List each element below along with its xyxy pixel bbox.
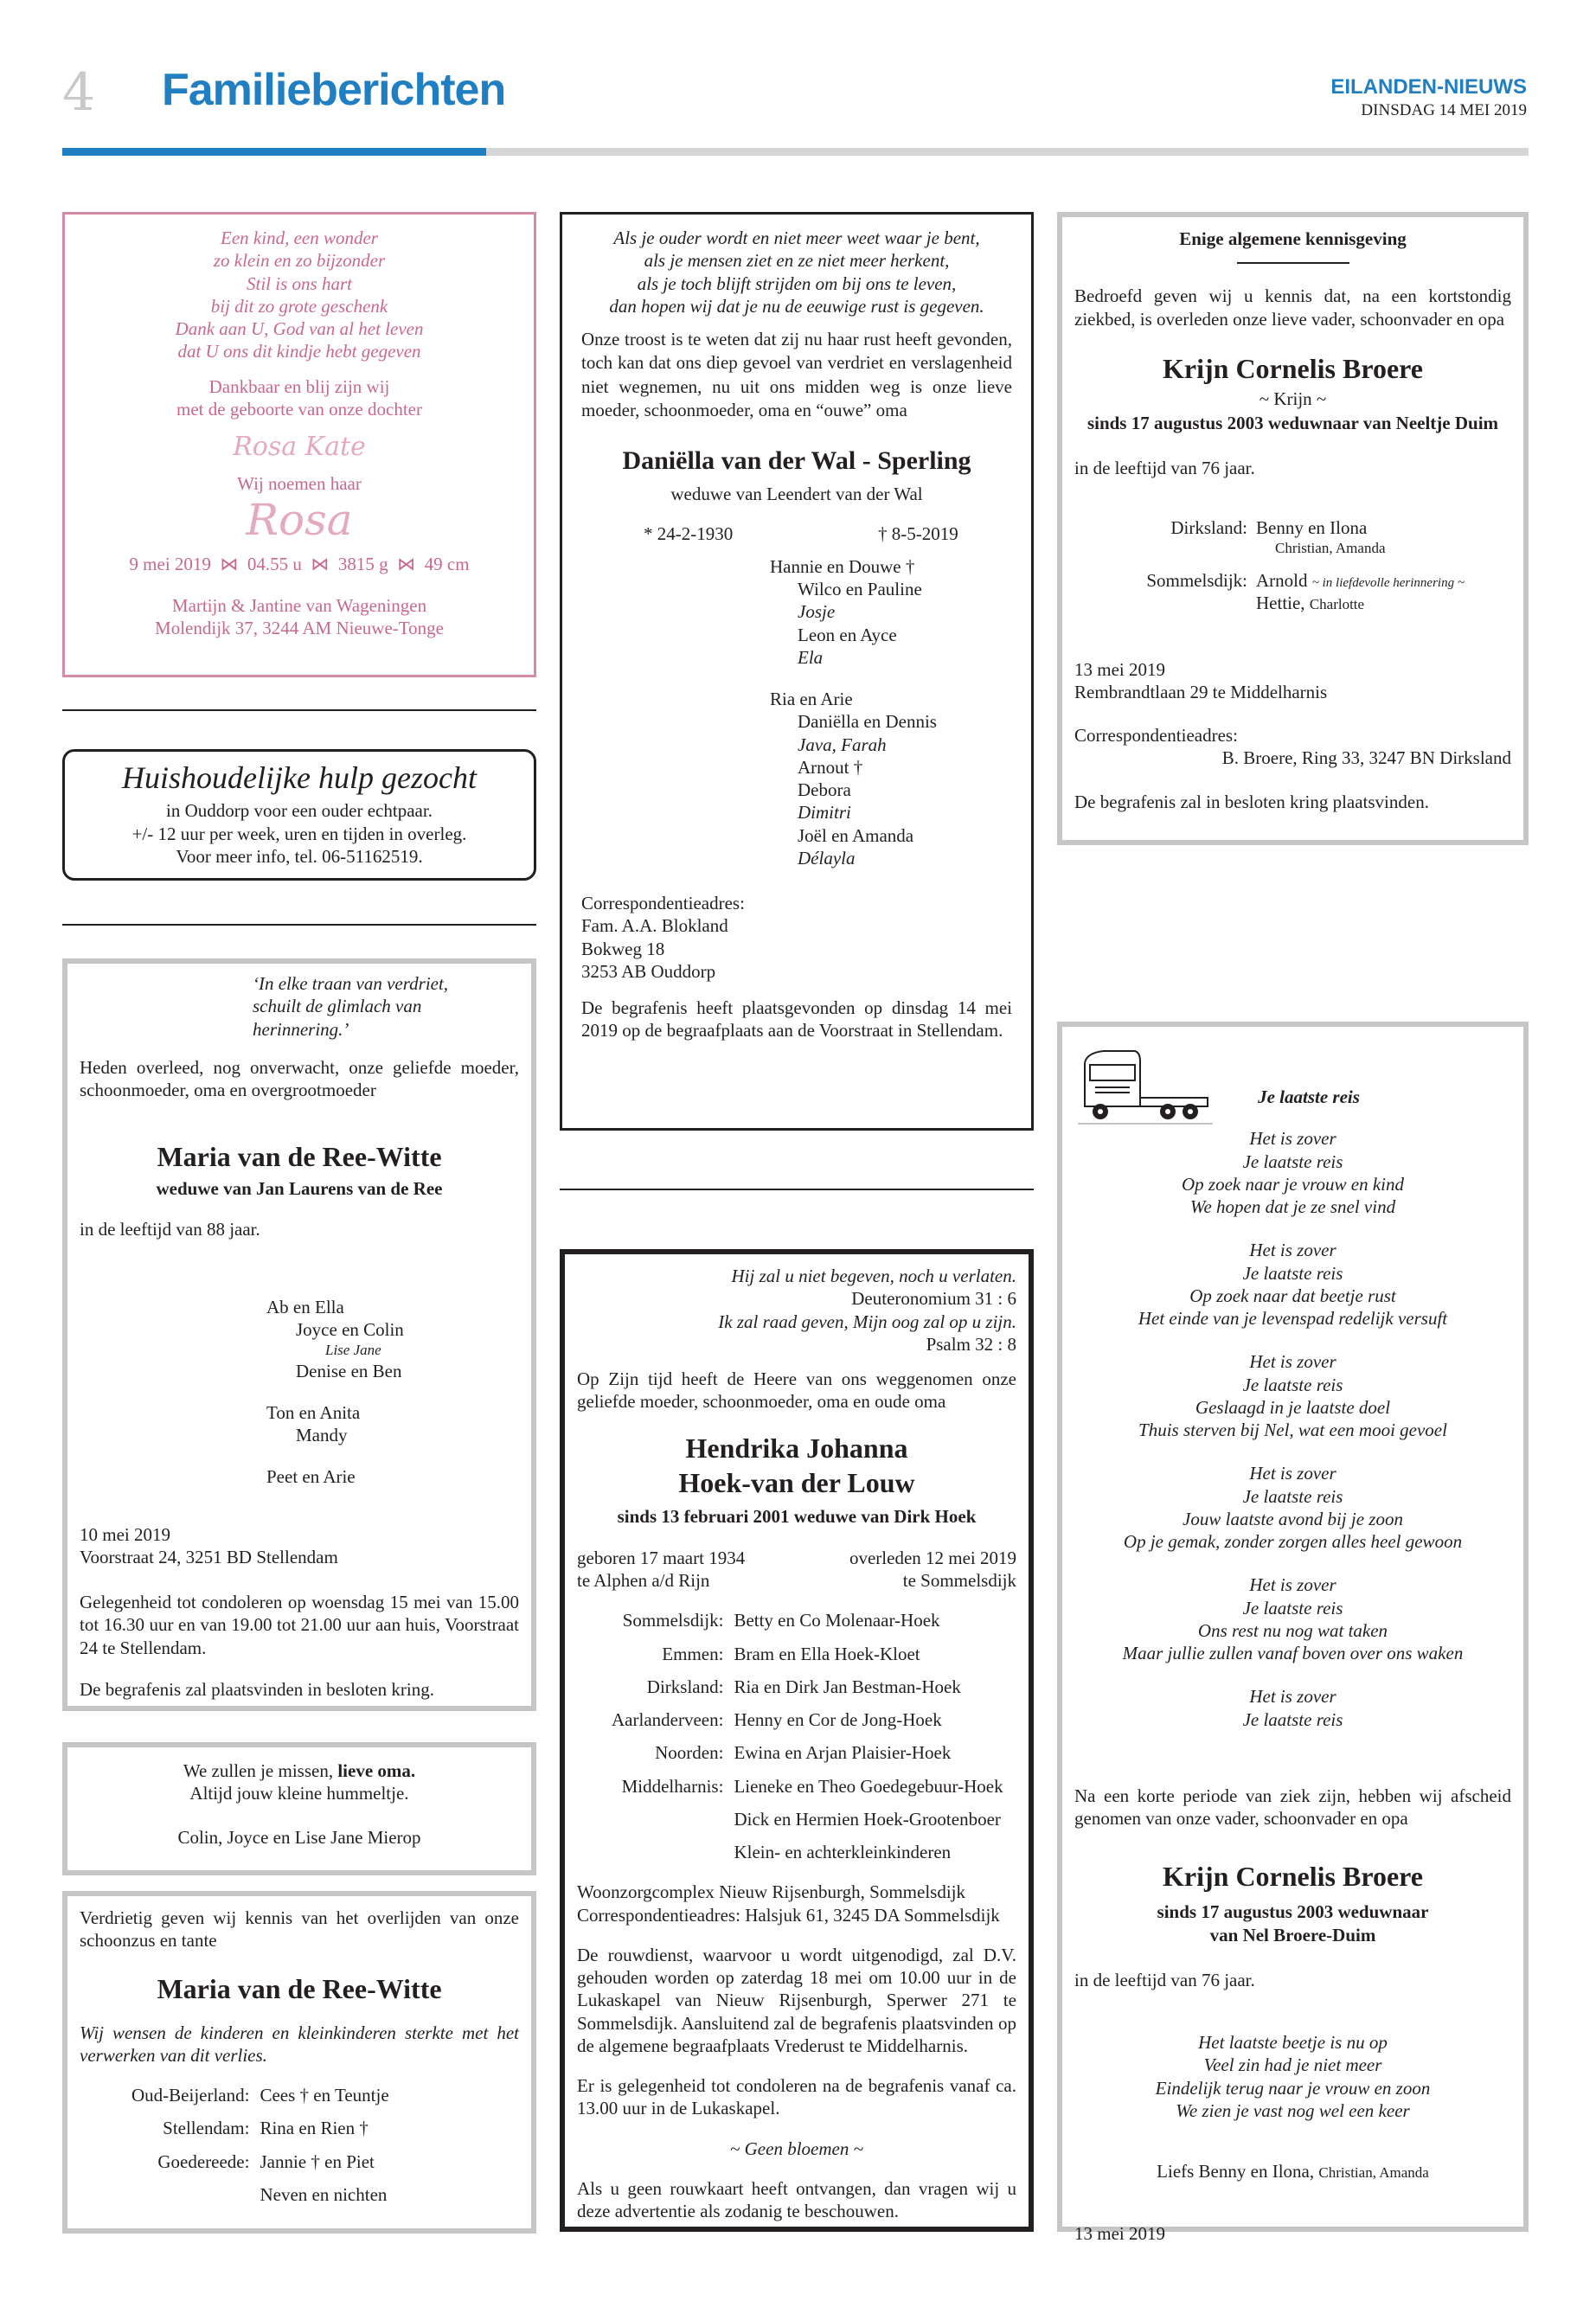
birth-weight: 3815 g [337,553,388,574]
family-member: Joël en Amanda [798,824,914,846]
correspondence-address: Correspondentieadres: Halsjuk 61, 3245 DA Sommelsdijk [577,1904,1000,1926]
family-list [612,1609,1016,1863]
family-member: Arnout † [798,756,863,778]
family-member: Hannie en Douwe † [770,555,915,577]
poem-line: Eindelijk terug naar je vrouw en zoon [1155,2077,1431,2099]
poem-line: Je laatste reis [1242,1708,1343,1730]
poem-line: Je laatste reis [1242,1374,1343,1395]
family-names-line: Arnold [1256,570,1308,591]
help-line: +/- 12 uur per week, uren en tijden in overleg. [131,823,467,844]
obituary-poem [581,227,1012,317]
death-place: te Sommelsdijk [902,1570,1016,1591]
parents-address: Molendijk 37, 3244 AM Nieuwe-Tonge [155,618,444,639]
section-title: Familieberichten [162,65,506,115]
help-title: Huishoudelijke hulp gezocht [122,760,477,795]
deceased-age: in de leeftijd van 76 jaar. [1074,458,1255,479]
memorial-oma [62,1742,536,1875]
poem-line: Op je gemak, zonder zorgen alles heel gewoon [1123,1531,1463,1552]
family-names [1256,516,1511,558]
correspondence-label: Correspondentieadres: [581,893,745,914]
obituary-address: Voorstraat 24, 3251 BD Stellendam [80,1546,338,1567]
poem-line: Stil is ons hart [247,272,352,294]
poem-stanza [1074,1239,1511,1330]
family-member: Debora [798,779,851,801]
family-member: Ria en Arie [770,689,853,710]
obituary-date: 13 mei 2019 [1074,2223,1165,2245]
poem-line: Het is zover [1249,1686,1336,1708]
family-place: Sommelsdijk: [1146,570,1247,591]
deceased-subtitle: weduwe van Jan Laurens van de Ree [156,1178,443,1200]
poem-line: Het laatste beetje is nu op [1198,2032,1388,2053]
family-gap [266,1382,519,1401]
birth-time: 04.55 u [247,553,302,574]
bible-reference: Psalm 32 : 8 [926,1333,1016,1355]
funeral-info: De begrafenis zal in besloten kring plaatsvinden. [1074,791,1429,812]
memorial-line [80,1759,519,1782]
funeral-info: De begrafenis heeft plaatsgevonden op dinsdag 14 mei 2019 op de begraafplaats aan de Voorstraat in Stellendam. [581,997,1012,1042]
obituary-date: 10 mei 2019 [80,1523,170,1545]
birth-length: 49 cm [424,553,470,574]
poem-line: We hopen dat je ze snel vind [1189,1196,1396,1217]
header-rule [486,148,1529,156]
birth-announce-line: met de geboorte van onze dochter [176,398,422,420]
butterfly-icon: ⋈ [306,553,334,574]
condolence-info: Er is gelegenheid tot condoleren na de begrafenis vanaf ca. 13.00 uur in de Lukaskapel. [577,2075,1016,2119]
family-place: Goedereede: [157,2150,250,2172]
life-dates [581,522,1012,545]
baby-full-name: Rosa Kate [233,432,366,462]
obituary-maria-family [62,1891,536,2234]
parents-names: Martijn & Jantine van Wageningen [171,595,427,616]
call-name-label: Wij noemen haar [237,472,362,494]
poem-stanza [1074,1462,1511,1553]
birth-date: 9 mei 2019 [129,553,211,574]
butterfly-icon: ⋈ [215,553,243,574]
poem-line: Je laatste reis [1242,1150,1343,1172]
family-names: Klein- en achterkleinkinderen [734,1842,952,1862]
no-flowers-note: ~ Geen bloemen ~ [730,2138,863,2159]
poem-line: Het is zover [1249,1240,1336,1261]
obituary-daniella-van-der-wal [560,212,1034,1131]
birth-date: geboren 17 maart 1934 [577,1547,746,1568]
divider [560,1189,1034,1190]
bible-reference: Deuteronomium 31 : 6 [851,1288,1016,1310]
family-names: Henny en Cor de Jong-Hoek [734,1709,942,1730]
poem-line: Thuis sterven bij Nel, wat een mooi gevoel [1138,1420,1447,1440]
family-member: Java, Farah [798,734,887,755]
poem-line: Je laatste reis [1242,1262,1343,1284]
family-place: Emmen: [662,1643,724,1664]
family-member: Délayla [798,847,856,868]
help-line: in Ouddorp voor een ouder echtpaar. [166,800,433,822]
family-names [1256,569,1511,615]
family-list [770,555,1012,869]
family-names: Ewina en Arjan Plaisier-Hoek [734,1742,952,1764]
birth-details [65,553,534,575]
memorial-signed: Colin, Joyce en Lise Jane Mierop [177,1826,421,1848]
family-names-line: Hettie, [1256,593,1305,614]
obituary-address: Rembrandtlaan 29 te Middelharnis [1074,681,1328,702]
obituary-wish: Wij wensen de kinderen en kleinkinderen sterkte met het verwerken van dit verlies. [80,2022,519,2066]
mourning-card-notice: Als u geen rouwkaart heeft ontvangen, dan vragen wij u deze advertentie als zodanig te beschouwen. [577,2177,1016,2221]
family-place: Dirksland: [1170,516,1247,538]
family-member: Ela [798,646,824,668]
family-place: Oud-Beijerland: [131,2085,250,2106]
obituary-quote [253,972,519,1041]
birth-announcement [62,212,536,677]
poem-stanza [1074,1574,1511,1664]
family-member: Dimitri [798,802,851,824]
deceased-age: in de leeftijd van 88 jaar. [80,1218,260,1240]
closing-poem [1074,2031,1511,2122]
family-names: Rina en Rien † [260,2118,369,2139]
funeral-info: De begrafenis zal plaatsvinden in besloten kring. [80,1678,434,1700]
publication-logo: EILANDEN-NIEUWS [1330,75,1527,99]
poem-line: Ons rest nu nog wat taken [1197,1619,1388,1641]
poem-line: Je laatste reis [1242,1597,1343,1618]
family-member: Daniëlla en Dennis [798,711,937,733]
correspondence-line: Bokweg 18 [581,938,665,959]
family-place: Middelharnis: [621,1775,724,1797]
family-names: Bram en Ella Hoek-Kloet [734,1643,920,1664]
obituary-date: 13 mei 2019 [1074,658,1165,680]
family-member: Lise Jane [325,1342,381,1359]
quote-line: schuilt de glimlach van herinnering.’ [253,996,422,1040]
bible-verse: Hij zal u niet begeven, noch u verlaten. [731,1266,1016,1286]
butterfly-icon: ⋈ [392,553,420,574]
help-line: Voor meer info, tel. 06-51162519. [176,845,423,867]
family-place: Stellendam: [163,2118,250,2139]
family-member: Ab en Ella [266,1296,344,1317]
deceased-name: Maria van de Ree-Witte [157,1972,442,2004]
deceased-subtitle: sinds 17 augustus 2003 weduwnaar van Neeltje Duim [1086,413,1499,433]
memorial-line: Altijd jouw kleine hummeltje. [189,1783,409,1804]
family-names: Lieneke en Theo Goedegebuur-Hoek [734,1775,1003,1797]
obituary-signed [1074,2160,1511,2182]
poem-line: Het is zover [1249,1463,1336,1484]
bible-verse: Ik zal raad geven, Mijn oog zal op u zijn. [718,1311,1016,1332]
death-date: † 8-5-2019 [878,522,958,544]
poem-line: Een kind, een wonder [221,228,378,248]
poem-line: als je mensen ziet en ze niet meer herkent, [644,250,950,272]
poem-line: Jouw laatste avond bij je zoon [1183,1508,1403,1529]
poem-line: Het is zover [1249,1574,1336,1596]
deceased-subtitle-line: sinds 17 augustus 2003 weduwnaar [1157,1901,1429,1923]
family-names: Cees † en Teuntje [260,2085,389,2106]
life-dates [577,1547,1016,1593]
family-member: Josje [798,601,836,623]
help-wanted-ad [62,749,536,881]
issue-date: DINSDAG 14 MEI 2019 [1361,101,1527,119]
page-number: 4 [62,62,96,123]
family-list [266,1296,519,1489]
family-names-line: Benny en Ilona [1256,516,1368,538]
family-member: Leon en Ayce [798,624,897,645]
family-names: Jannie † en Piet [260,2150,375,2172]
poem-line: Geslaagd in je laatste doel [1195,1396,1391,1418]
poem-line: Je laatste reis [1242,1485,1343,1507]
deceased-subtitle [1074,1900,1511,1946]
deceased-name: Krijn Cornelis Broere [1163,1861,1423,1893]
obituary-poem [1074,1127,1511,1731]
poem-line: Het einde van je levenspad redelijk versuft [1138,1308,1448,1329]
poem-line: We zien je vast nog wel een keer [1176,2099,1410,2121]
memorial-emphasis: lieve oma. [337,1760,416,1781]
poem-title: Je laatste reis [1258,1086,1360,1107]
family-member: Wilco en Pauline [798,579,922,600]
poem-line: Veel zin had je niet meer [1203,2054,1382,2076]
family-place: Aarlanderveen: [612,1709,724,1730]
correspondence-label: Correspondentieadres: [1074,725,1238,746]
poem-stanza [1074,1685,1511,1731]
poem-stanza [1074,1127,1511,1218]
correspondence-address: B. Broere, Ring 33, 3247 BN Dirksland [1221,747,1511,769]
truck-icon [1078,1046,1213,1129]
baby-call-name: Rosa [246,494,353,545]
signed-names: Liefs Benny en Ilona, [1157,2161,1315,2182]
obituary-intro: Na een korte periode van ziek zijn, hebben wij afscheid genomen van onze vader, schoonvader en opa [1074,1785,1511,1829]
family-names: Dick en Hermien Hoek-Grootenboer [734,1808,1001,1830]
poem-line: als je toch blijft strijden om bij ons te leven, [637,272,957,294]
deceased-subtitle: weduwe van Leendert van der Wal [670,483,923,504]
family-member: Mandy [296,1425,348,1445]
poem-line: dat U ons dit kindje hebt gegeven [177,341,421,362]
memory-note: ~ in liefdevolle herinnering ~ [1311,576,1465,590]
family-place [131,2183,249,2206]
deceased-subtitle: sinds 13 februari 2001 weduwe van Dirk Hoek [617,1505,977,1527]
obituary-krijn-broere-family [1057,1022,1529,2245]
correspondence-line: 3253 AB Ouddorp [581,960,716,982]
family-place: Noorden: [655,1742,724,1764]
bible-verses [577,1265,1016,1356]
correspondence-line: Fam. A.A. Blokland [581,915,728,937]
family-place [612,1841,723,1863]
family-list [1074,516,1511,615]
family-gap [266,1446,519,1465]
family-names: Betty en Co Molenaar-Hoek [734,1610,940,1631]
deceased-name-line: Hendrika Johanna [685,1432,908,1464]
birth-place: te Alphen a/d Rijn [577,1570,710,1591]
divider [62,924,536,926]
deceased-age: in de leeftijd van 76 jaar. [1074,1969,1255,1990]
obituary-intro: Op Zijn tijd heeft de Heere van ons weggenomen onze geliefde moeder, schoonmoeder, oma en oude oma [577,1368,1016,1413]
header-rule-accent [62,148,486,156]
deceased-subtitle-line: van Nel Broere-Duim [1209,1924,1376,1945]
deceased-name: Maria van de Ree-Witte [157,1141,442,1173]
obituary-intro: Heden overleed, nog onverwacht, onze geliefde moeder, schoonmoeder, oma en overgrootmoeder [80,1056,519,1100]
obituary-hendrika-hoek [560,1249,1034,2232]
poem-line: bij dit zo grote geschenk [210,295,388,317]
service-info: De rouwdienst, waarvoor u wordt uitgenodigd, zal D.V. gehouden worden op zaterdag 18 mei om 10.00 uur in de Lukaskapel van Nieuw Rijsenburgh, Sperwer 271 te Sommelsdijk. Aansluitend zal de begrafenis plaatsvinden op de algemene begraafplaats Vrederust te Middelharnis. [577,1944,1016,2056]
family-member: Ton en Anita [266,1401,361,1423]
birth-poem [65,227,534,363]
notice-heading: Enige algemene kennisgeving [1179,228,1407,249]
poem-line: Het is zover [1249,1128,1336,1150]
birth-date: * 24-2-1930 [644,522,734,544]
poem-line: zo klein en zo bijzonder [213,250,386,272]
heading-underline [1237,262,1349,264]
family-member: Denise en Ben [296,1360,402,1381]
poem-line: Op zoek naar dat beetje rust [1189,1285,1396,1306]
family-place [612,1808,723,1830]
obituary-address: Woonzorgcomplex Nieuw Rijsenburgh, Sommelsdijk [577,1881,965,1903]
family-names: Ria en Dirk Jan Bestman-Hoek [734,1676,961,1697]
signed-grandchildren: Christian, Amanda [1318,2164,1429,2181]
memorial-text: We zullen je missen, [183,1760,338,1781]
grandchildren: Charlotte [1309,596,1365,613]
obituary-intro: Verdrietig geven wij kennis van het overlijden van onze schoonzus en tante [80,1907,519,1952]
family-member: Joyce en Colin [296,1319,404,1340]
family-list [131,2084,519,2206]
death-date: overleden 12 mei 2019 [849,1547,1016,1568]
poem-line: Maar jullie zullen vanaf boven over ons waken [1122,1643,1464,1663]
condolence-info: Gelegenheid tot condoleren op woensdag 15 mei van 15.00 tot 16.30 uur en van 19.00 tot 21.00 uur aan huis, Voorstraat 24 te Stellendam. [80,1592,519,1658]
obituary-krijn-broere-general [1057,212,1529,845]
divider [62,709,536,711]
quote-line: ‘In elke traan van verdriet, [253,973,449,994]
deceased-name: Krijn Cornelis Broere [1163,352,1423,384]
poem-line: Als je ouder wordt en niet meer weet waar je bent, [613,228,980,248]
family-gap [770,669,1012,688]
obituary-intro: Onze troost is te weten dat zij nu haar rust heeft gevonden, toch kan dat ons diep gevoel van verdriet en verslagenheid niet wegnemen, nu uit ons midden weg is onze lieve moeder, schoonmoeder, oma en “ouwe” oma [581,329,1012,420]
birth-announce-line: Dankbaar en blij zijn wij [208,375,390,397]
obituary-intro: Bedroefd geven wij u kennis dat, na een kortstondig ziekbed, is overleden onze lieve vader, schoonvader en opa [1074,285,1511,330]
poem-stanza [1074,1350,1511,1441]
poem-line: Op zoek naar je vrouw en kind [1181,1173,1404,1195]
grandchildren: Christian, Amanda [1275,539,1386,556]
family-names: Neven en nichten [260,2183,388,2205]
poem-line: dan hopen wij dat je nu de eeuwige rust is gegeven. [609,295,984,317]
deceased-name: Daniëlla van der Wal - Sperling [622,446,971,476]
family-place: Dirksland: [646,1676,724,1697]
poem-line: Dank aan U, God van al het leven [175,318,424,339]
deceased-name-line: Hoek-van der Louw [678,1466,915,1498]
obituary-maria-van-de-ree-witte [62,958,536,1711]
poem-line: Het is zover [1249,1351,1336,1373]
family-member: Peet en Arie [266,1466,356,1488]
deceased-name [577,1431,1016,1500]
deceased-nickname: ~ Krijn ~ [1259,388,1327,409]
family-place: Sommelsdijk: [622,1610,724,1631]
